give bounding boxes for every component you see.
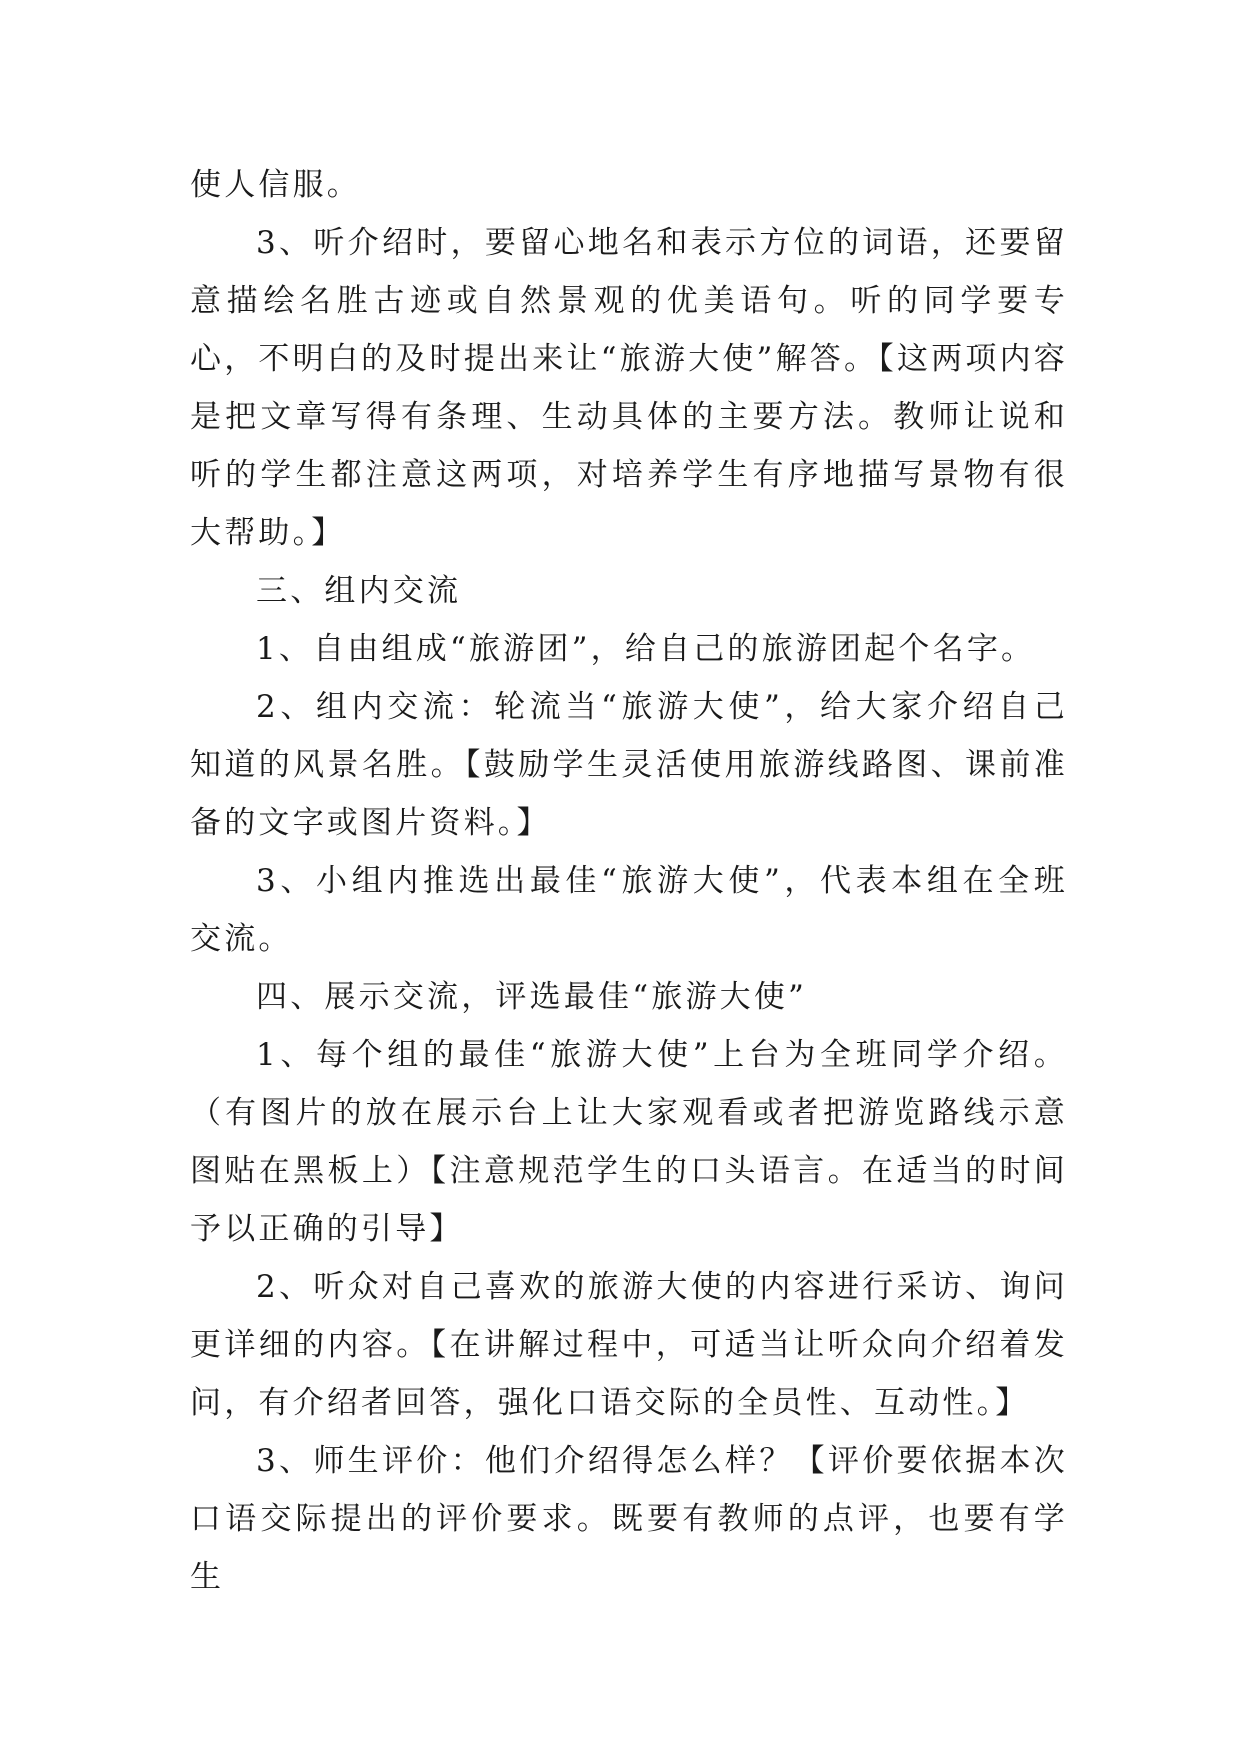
paragraph-select-best: 3、小组内推选出最佳“旅游大使”，代表本组在全班交流。 [190, 863, 1068, 957]
document-body [190, 156, 1068, 1606]
paragraph-audience-interview: 2、听众对自己喜欢的旅游大使的内容进行采访、询问更详细的内容。【在讲解过程中，可适当让听众向介绍着发问，有介绍者回答，强化口语交际的全员性、互动性。】 [190, 1269, 1068, 1421]
paragraph-evaluation: 3、师生评价：他们介绍得怎么样？【评价要依据本次口语交际提出的评价要求。既要有教师的点评，也要有学生 [190, 1443, 1068, 1595]
paragraph-best-ambassador-presents: 1、每个组的最佳“旅游大使”上台为全班同学介绍。（有图片的放在展示台上让大家观看或者把游览路线示意图贴在黑板上）【注意规范学生的口头语言。在适当的时间予以正确的引导】 [190, 1037, 1068, 1247]
paragraph-continuation: 使人信服。 [190, 167, 361, 203]
paragraph-listening-tips: 3、听介绍时，要留心地名和表示方位的词语，还要留意描绘名胜古迹或自然景观的优美语句。听的同学要专心，不明白的及时提出来让“旅游大使”解答。【这两项内容是把文章写得有条理、生动具体的主要方法。教师让说和听的学生都注意这两项，对培养学生有序地描写景物有很大帮助。】 [190, 225, 1068, 551]
section-heading-showcase: 四、展示交流，评选最佳“旅游大使” [256, 979, 808, 1015]
paragraph-form-tour-group: 1、自由组成“旅游团”，给自己的旅游团起个名字。 [256, 631, 1036, 667]
paragraph-group-exchange: 2、组内交流：轮流当“旅游大使”，给大家介绍自己知道的风景名胜。【鼓励学生灵活使用旅游线路图、课前准备的文字或图片资料。】 [190, 689, 1068, 841]
section-heading-group-exchange: 三、组内交流 [256, 573, 462, 609]
